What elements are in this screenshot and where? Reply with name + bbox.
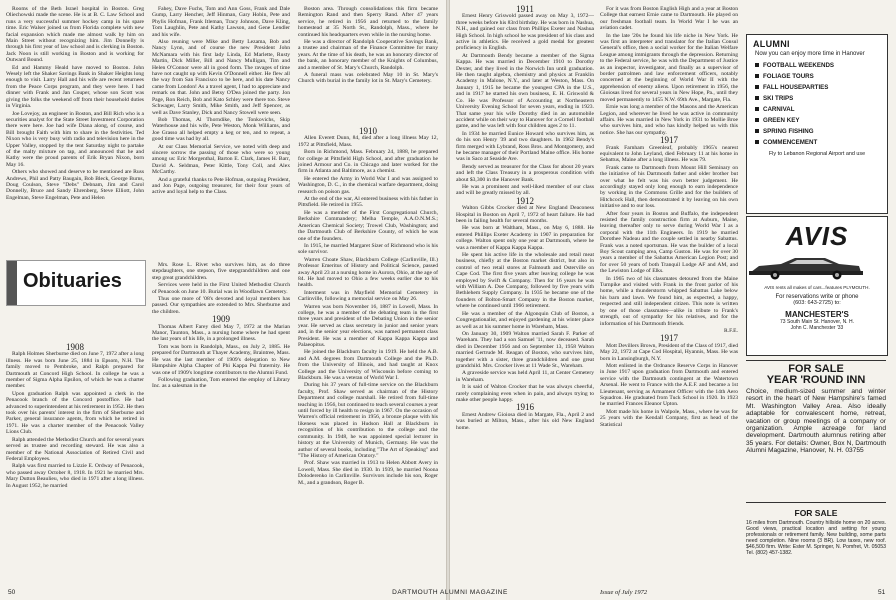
list-item xyxy=(755,104,879,115)
paragraph: At Dartmouth Bendy became a member of the Sigma Kappa. He was married in December 1910 to Dorothy Dexter, and they lived in the Norwich Inn until graduation. He then taught algebra, chemistry and physics at Franklin Academy in Malone, N.Y., and later at Weston, Mass. On January 1, 1915 he became the youngest CPA in the U.S., and in 1917 he started his own business, E. H. Griswold & Co. He was Professor of Accounting at Northeastern University Evening School for seven years, ending in 1923. That same year his wife Dorothy died in an automobile accident while on their way to Hanover for a Cornell football game, and he was left with four children ages 2 to 11. xyxy=(456,52,594,130)
paragraph: During his 37 years of full-time service on the Blackburn faculty, Prof. Shaw served as chairman of the History Department and college marshall. He retired from full-time teaching in 1956, but continued to teach several courses a year until forced by ill health to resign in 1967. On the occasion of Warren's official retirement in 1956, a bronze plaque with his likeness was placed in Hudson Hall at Blackburn in recognition of his contribution to the college and the community. In 1948, he was appointed special lecturer in history at the University of Munich, Germany. He was the author of several books, including "The Art of Speaking" and "The History of American Oratory." xyxy=(298,382,438,459)
paragraph: Walton Gibbs Crocker died at New England Deaconess Hospital in Boston on April 7, 1972 of heart failure. He had been in failing health for several months. xyxy=(456,205,594,224)
avis-phone: (603: 643-2725) to: xyxy=(793,300,841,306)
paragraph: A funeral mass was celebrated May 10 in St. Mary's Church with burial in the family lot in St. Mary's Cemetery. xyxy=(298,72,438,85)
paragraph: And a grateful thanks to Pete Hofman, outgoing President, and Jon Page, outgoing treasurer, for their four years of active and loyal help to the Class. xyxy=(152,176,290,196)
obituaries-banner xyxy=(6,260,146,306)
list-item-label: CARNIVAL xyxy=(763,106,795,113)
avis-tagline: AVIS rents all makes of cars...features PLYMOUTH. xyxy=(764,285,870,290)
banner-bar xyxy=(7,261,17,305)
paragraph: He was a member of the First Congregational Church, Berkshire Commandery; Melha Temple, A.A.O.N.M.S.; American Chemical Society; Trowel Club, Washington; and the Dartmouth Club of Berkshire County, of which he was one of the founders. xyxy=(298,209,438,242)
paragraph: For it was from Boston English High and a year at Boston College that earnest Ernie came to Dartmouth. He played on our freshman football team. In World War I he was an aviation cadet. xyxy=(600,6,738,32)
list-item xyxy=(755,126,879,137)
paragraph: He joined the Blackburn faculty in 1919. He held the A.B. and A.M. degrees from Dartmouth College and the Ph.D. from the University of Illinois, and had taught at Knox College and the University of Wisconsin before coming to Blackburn. He was a veteran of World War I. xyxy=(298,349,438,382)
alumni-travel-ad xyxy=(746,34,888,214)
paragraph: Born in Richmond, Mass. February 24, 1888, he prepared for college at Pittsfield High School, and after graduation he joined Armour and Co. in Chicago and later worked for the firm in Atlanta and Baltimore, as a chemist. xyxy=(298,149,438,175)
inn-for-sale-ad xyxy=(746,364,886,492)
paragraph: In 1934 he married Eunice Howard who survives him, as do his son Henry '39 and two daughters. In 1962 Bendy's firm merged with Lybrand, Ross Bros. and Montgomery, and he became manager of their Portland Maine office. His home was in Saco at Seaside Ave. xyxy=(456,130,594,163)
paragraph: Frank Farnham Greenleaf, probably 1965's nearest equivalent to John Leyland, died February 11 at his home in Sebattus, Maine after a long illness. He was 79. xyxy=(600,144,738,164)
paragraph: Interment was in Mayfield Memorial Cemetery in Carlinville, following a memorial service on May 26. xyxy=(298,289,438,303)
obituary-column-4 xyxy=(456,6,594,586)
paragraph: Frank came to Dartmouth from Mount Hill Seminary on the initiative of his Dartmouth father and older brother but over what he felt was his own better judgement. He accordingly stayed only long enough to earn independence by working in the Commons Grille and for the builders of Hitchcock Hall, then demonstrated it by leaving on his own initiative and to our loss. xyxy=(600,164,738,210)
list-item xyxy=(755,71,879,82)
ad-subtitle: Now you can enjoy more time in Hanover xyxy=(755,51,865,57)
ad-title: ALUMNI xyxy=(753,39,790,49)
signature: R.F.E. xyxy=(723,327,738,334)
home-for-sale-ad xyxy=(746,508,886,580)
avis-contact: John C. Manchester '33 xyxy=(790,325,844,331)
paragraph: Allen Everett Dunn, 84, died after a long illness May 12, 1972 at Pittsfield, Mass. xyxy=(298,135,438,148)
avis-address: 73 South Main St. Hanover, N. H. xyxy=(780,319,854,325)
paragraph: A graveside service was held April 11, at Center Cemetery in Wareham. xyxy=(456,370,594,383)
class-notes-column-1 xyxy=(6,6,144,252)
paragraph: Bob Thomas, Al Thorndike, the Tonkovichs, Skip Waterhouse and his wife, Pete Weston, Monk Williams, and Joe Grasso all helped empty a keg or ten, and to repeat, a good time was had by all. xyxy=(152,116,290,143)
sale-heading: FOR SALE xyxy=(788,363,844,375)
paragraph: Ernest Henry Griswold passed away on May 3, 1972—three weeks before his 83rd birthday. He was born in Nashua, N.H., and gained our class from Phillips Exeter and Nashua High School. In high school he was president of his class and active in athletics. He received a gold medal for greatest proficiency in English. xyxy=(456,13,594,52)
sale-subheading: YEAR 'ROUND INN xyxy=(766,374,866,386)
paragraph: At the end of the war, Al entered business with his father in Pittsfield. He retired in 1955. xyxy=(298,196,438,209)
list-item-label: SPRING FISHING xyxy=(763,128,814,135)
paragraph: Fahey, Dave Fuchs, Tom and Ann Goss, Frank and Dale Gump, Larry Hencher, Jeff Hinman, Gary Hobin, Pete and Phylis Hofman, Frank Itleman, Tracy Johnson, Dave Kling, Tom Laughlin, Pete and Kathy Lawson, and Gene Lendler and his wife. xyxy=(152,6,290,38)
paragraph: In 1965 two of his classmates detoured from the Maine Turnpike and visited with Frank in the front parlor of his home, while a thunderstorm whipped Sabattus Lake below his barn and lawn. We found him, as expected, a happy, respected and still independent citizen. This note is written by one of those classmates—alike in tribute to Frank's strength, out of sympathy for his relatives, and for the information of his Dartmouth friends. xyxy=(600,275,738,327)
avis-reservations: For reservations write or phone xyxy=(775,294,859,300)
year-heading-1916: 1916 xyxy=(516,402,534,413)
obituary-column-3-top xyxy=(298,6,438,126)
bullet-icon xyxy=(755,85,759,89)
bullet-icon xyxy=(755,96,759,100)
paragraph: Upon graduation Ralph was appointed a clerk in the Penacook branch of the Concord postoffice. He had advanced to superintendent at his retirement in 1952. He then took over his parents' interest in the firm of Sherburne and Parker, general insurance agents, from which he retired in 1971. He was a charter member of the Penacook Valley Lions Club. xyxy=(6,390,144,436)
paragraph: Boston area. Through consolidations this firm became Remington Rand and then Sperry Rand. After 47 years service, he retired in 1956 and returned to the family homestead at 35 North St., Randolph, Mass., where he continued his headquarters even while in the nursing home. xyxy=(298,6,438,38)
list-item xyxy=(755,60,879,71)
page-number-left: 50 xyxy=(8,589,16,596)
obituary-column-2 xyxy=(152,262,290,584)
paragraph: Mott made his home in Walpole, Mass., where he was for 25 years with the Kendall Company, first as head of the Statistical xyxy=(600,408,738,428)
year-heading-1917-second: 1917 xyxy=(660,333,678,344)
sale-heading: FOR SALE xyxy=(794,508,838,518)
class-notes-column-2 xyxy=(152,6,290,252)
issue-date-footer: Issue of July 1972 xyxy=(600,589,648,596)
paragraph: He spent his active life in the wholesale and retail meat business, chiefly at the Boston market district, but also in control of two retail stores at Falmouth and Osterville on Cape Cod. The first five years after leaving college he was employed by Swift & Company. Then for 16 years he was with William A. Doe Company, followed by five years with Bethlehem Supply Company. In 1935 he became one of the founders of Bolton-Smart Company in the Boston market, where he continued until 1966 retirement. xyxy=(456,252,594,310)
year-heading-1909: 1909 xyxy=(212,314,230,325)
page-number-right: 51 xyxy=(878,589,886,596)
paragraph: Warren Choate Shaw, Blackburn College (Carlinville, Ill.) Professor Emeritus of History and Political Science, passed away April 23 at a nursing home in Aurora, Ohio, at the age of 84. He had moved to Ohio a few weeks earlier due to his health. xyxy=(298,256,438,289)
paragraph: Ed and Hammy Heald have moved to Boston. John Wesely left the Shaker Savings Bank in Shaker Heights long enough to visit. Larry Hall and his wife are recent returnees from the Peace Corps program, and they were here. I had dinner with Frank and Jan Couper, whose son Scott was giving the folks the weekend off from their household duties in Virginia. xyxy=(6,64,144,110)
list-item-label: SKI TRIPS xyxy=(763,95,794,102)
divider xyxy=(746,360,886,361)
paragraph: On January 30, 1909 Walton married Sarah F. Parker of Wareham. They had a son Samuel '11, now deceased. Sarah died in December 1956 and on September 13, 1958 Walton married Gertrude M. Reagan of Boston, who survives him, together with a sister, three grandchildren and one great grandchild. Mrs. Crocker lives at 11 Wade St., Wareham. xyxy=(456,330,594,369)
list-item xyxy=(755,82,879,93)
bullet-icon xyxy=(755,140,759,144)
bullet-icon xyxy=(755,74,759,78)
obituary-column-1 xyxy=(6,344,144,584)
ad-list xyxy=(747,60,887,148)
right-page xyxy=(392,0,896,600)
paragraph: Joe Lovejoy, an engineer in Boston, and Bill Rich who is a securities analyst for the State Street Investment Corporation there were here. Joe had wife Diana along, of course, and Bill brought Faith with him to share in the festivities. Ted Nixon who is very busy with radio and television here in the Upper Valley, stopped by the tent Saturday night to partake of the malty mixture on tap, and announced that he and Kathy were the proud parents of Erik Bryan Nixon, born May 16. xyxy=(6,110,144,168)
paragraph: Tom was born in Randolph, Mass., on July 2, 1885. He prepared for Dartmouth at Thayer Academy, Braintree, Mass. He was the last member of 1909's delegation to New Hampshire Alpha Chapter of Phi Kappa Psi fraternity. He was one of 1909's longtime contributors to the Alumni Fund. xyxy=(152,343,290,376)
list-item-label: FOLIAGE TOURS xyxy=(763,73,814,80)
paragraph: Rooms of the Beth Israel hospital in Boston. Greg Oliechowski made the scene. He is at B. C. Law School and runs a very successful summer hockey camp in his spare time. Eric Walser joined us from Florida complete with new facial expansion which made me almost walk by him on Main Street without recognizing him. Jim Donnelly is through his first year of law school and is clerking in Boston. Jack Noon is still working in Boston and is working for Outward Bound. xyxy=(6,6,144,64)
obituary-column-5 xyxy=(600,6,738,586)
paragraph: Others who showed and deserve to be mentioned are Russ Andrews, Phil and Patty Baugain, Bob Bleck, George Burns, Doug Coulson, Steve "Debs" Debnam, Jim and Carol Donnelly, Bruce and Sandy Ehrenberg, Steve Elliott, John Engelman, Steve Engelman, Pete and Helen xyxy=(6,169,144,201)
paragraph: Thus one more of '08's devoted and loyal members has passed. Our sympathies are extended to Mrs. Sherburne and the children. xyxy=(152,296,290,315)
year-heading-1910: 1910 xyxy=(359,126,377,136)
paragraph: Ernie was long a member of the Masons and the American Legion, and wherever he lived he was active in community affairs. He was married in New York in 1931 to Mollie Broe who survives him, and who has kindly helped us with this notice. She has our sympathy. xyxy=(600,104,738,136)
list-item-label: COMMENCEMENT xyxy=(763,139,818,146)
list-item-label: FOOTBALL WEEKENDS xyxy=(763,62,835,69)
obituary-column-3 xyxy=(298,128,438,586)
paragraph: He entered the Army in World War I and was assigned to Washington, D. C., in the chemical warfare department, doing research on poison gas. xyxy=(298,175,438,195)
list-item xyxy=(755,115,879,126)
paragraph: Ernest Andrew Gioiosa died in Margate, Fla., April 2 and was buried at Milton, Mass., after his old New England home. xyxy=(456,411,594,431)
paragraph: He was a prominent and well-liked member of our class and will be greatly missed by all. xyxy=(456,183,594,197)
paragraph: Mott enlisted in the Ordnance Reserve Corps in Hanover in June 1917 upon graduation from Dartmouth and entered service with the Dartmouth contingent at the Watertown Arsenal. He went to France with the A.E.F. and became a 1st Lieutenant, serving as Armament Officer with the 14th Aero Squadron. He graduated from Tuck School in 1920. In 1923 he married Frances Eleanor Upton. xyxy=(600,362,738,408)
paragraph: Prof. Shaw was married in 1913 to Helen Abbott Avery in Lowell, Mass. She died in 1930. In 1939, he married Noona Doloderenko in Carlinville. Survivors include his son, Roger M., and a grandson, Roger B. xyxy=(298,460,438,486)
list-item-label: GREEN KEY xyxy=(763,117,800,124)
divider xyxy=(746,502,886,503)
list-item xyxy=(755,93,879,104)
paragraph: Ralph was first married to Lizzie E. Ordway of Penacook, who passed away October 8, 1918. In 1921 he married Mrs. Mary Dutton Beaulieu, who died in 1971 after a long illness. In August 1952, he married xyxy=(6,463,144,489)
magazine-title-footer: DARTMOUTH ALUMNI MAGAZINE xyxy=(392,589,508,596)
paragraph: Following graduation, Tom entered the employ of Library Inc. as a salesman in the xyxy=(152,376,290,390)
paragraph: Mrs. Rose L. Rivet who survives him, as do three stepdaughters, one stepson, five stepgrandchildren and one step great grandchildren. xyxy=(152,262,290,281)
paragraph: Ralph Holmes Sherburne died on June 7, 1972 after a long illness. He was born June 25, 1884 in Epsom, N.H. The family moved to Pembroke, and Ralph prepared for Dartmouth at Concord High School. In college he was a member of Sigma Alpha Epsilon, of which he was a charter member. xyxy=(6,351,144,390)
paragraph: Ralph attended the Methodist Church and for several years served as trustee and recording steward. He was also a member of the National Association of Retired Civil and Federal Employees. xyxy=(6,436,144,462)
year-heading-1911: 1911 xyxy=(516,4,534,14)
avis-logo: AVIS xyxy=(785,221,849,251)
paragraph: Also reuning were Mike and Betty Lezama, Bob and Nancy Lynn, and of course the new President John McNamara with his first lady Linda, Ed Marlette, Rusty Martin, Dick Miller, Bill and Nancy Mulligan, Tim and Helen O'Connor were all in good form. The ravages of time have not caught up with Kevin O'Donnell either. He flew all the way from San Francisco to be here, and his date Nancy came from London! As a travel agent, I had to appreciate and remark on that. John and Betsy O'Dea joined the party. Jon Page, Ron Reich, Bob and Kato Schley were there too. Steve Schwager, Larry Smith, Mike Smith, and Jeff Spencer, as well as Dave Stanley, Dick and Nancy Stowell were seen. xyxy=(152,39,290,116)
paragraph: Warren was born November 16, 1887 in Lowell, Mass. In college, he was a member of the debating team in the first three years and president of the Debating Union in the senior year. He served as class secretary in junior and senior years and, in the senior year elections, was named permanent class President. He was a member of Kappa Kappa Kappa and Palaeopitus. xyxy=(298,303,438,348)
year-heading-1912: 1912 xyxy=(516,195,534,206)
bullet-icon xyxy=(755,118,759,122)
paragraph: Mott Devillers Brown, President of the Class of 1917, died May 22, 1972 at Cape Cod Hospital, Hyannis, Mass. He was born in Lansingburgh, N.Y. xyxy=(600,342,738,362)
paragraph: Bendy served as treasurer for the Class for about 20 years and left the Class Treasury in a prosperous condition with about $3,300 in the Hanover Bank. xyxy=(456,163,594,183)
left-page xyxy=(0,0,446,600)
paragraph: Thomas Albert Farey died May 7, 1972 at the Marian Manor, Taunton, Mass., a nursing home where he had spent the last years of his life, in a prolonged illness. xyxy=(152,323,290,343)
bullet-icon xyxy=(755,107,759,111)
year-heading-1917: 1917 xyxy=(660,135,678,146)
paragraph: In 1915, he married Margaret Sizer of Richmond who is his sole survivor. xyxy=(298,242,438,256)
avis-business-name: MANCHESTER'S xyxy=(785,310,849,319)
paragraph: Services were held in the First United Methodist Church of Penacook on June 10. Burial was in Woodlawn Cemetery. xyxy=(152,282,290,295)
sale-body: Choice, medium-sized summer and winter resort in the heart of New Hampshire's famed Mt. Washington Valley Area. Also ideally adaptable for convalescent home, retreat, vacation or group meetings of a company or organization. Ample acreage for land development. Dartmouth alumnus retiring after 35 years. For details: Owner, Box N, Dartmouth Alumni Magazine, Hanover, N. H. 03755 xyxy=(746,388,886,455)
paragraph: He was born at Waltham, Mass., on May 6, 1888. He entered Phillips Exeter Academy in 1907 in preparation for college. Walton spent only one year at Dartmouth, where he was a member of Kappa Kappa Kappa. xyxy=(456,225,594,251)
paragraph: He was a member of the Algonquin Club of Boston, a Congregationalist, and enjoyed gardening at his winter place as well as at his summer home in Wareham, Mass. xyxy=(456,310,594,330)
car-icon xyxy=(747,254,865,280)
list-item xyxy=(755,137,879,148)
sale-body: 16 miles from Dartmouth. Country hillside home on 20 acres. Good views, practical location and setting for young professionals or retirement family. New building, some parts need completion. Nine rooms (3 BR). Low taxes, new roof. $46,500 firm. Write: Ester M. Springer, N. Pomfret, Vt. 05053 Tel. (802) 457-1382. xyxy=(746,520,886,556)
bullet-icon xyxy=(755,129,759,133)
paragraph: It is said of Walton Crocker that he was always cheerful, rarely complaining even when in pain, and always trying to make other people happy. xyxy=(456,384,594,403)
year-heading-1908: 1908 xyxy=(66,342,84,352)
paragraph: He was a director of Randolph Cooperative Savings Bank, a trustee and chairman of the Finance Committee for many years. At the time of his death, he was an honorary director of the bank, an honorary member of the Knights of Columbus, and a member of St. Mary's Church, Randolph. xyxy=(298,39,438,71)
avis-ad xyxy=(746,216,888,356)
ad-footer: Fly to Lebanon Regional Airport and use xyxy=(768,151,866,157)
paragraph: At our Class Memorial Service, we noted with deep and sincere sorrow the passing of those who were so young among us: Eric Morgenthal, Barton E. Clark, James H. Barr, David A. Seldman, Peter Kittle, Tony Coll, and Alex McCarthy. xyxy=(152,143,290,176)
paragraph: After four years in Boston and Buffalo, the independent resisted the family construction firm at Auburn, Maine, leaving thereafter only to serve during World War I as a corporal with the 11th Engineers. In 1919 he married Dorothee Nadeau and the couple settled in nearby Sabattus. Frank was a noted sportsman. He was the builder of a local Boy Scout camping area, Camp Guston. He was for over 30 years a member of the Sabattus American Legion Post; and for over 50 years of both Tranquil Lodge AF and AM, and the Lewiston Lodge of Elks. xyxy=(600,210,738,275)
list-item-label: FALL HOUSEPARTIES xyxy=(763,84,829,91)
bullet-icon xyxy=(755,63,759,67)
obituaries-title: Obituaries xyxy=(23,270,122,292)
paragraph: In the late '20s he found his life niche in New York. He was first an interpreter and translator for the Italian Consul General's office, then a social worker for the Italian Welfare League among immigrants through the depression. Returning to the Federal service, he was with the Department of Justice as an inspector, investigator, and finally as a supervisor of border patrolmen and law enforcement officers, notably concerned at the beginning of World War II with the apprehension of enemy aliens. Upon retirement in 1956, the Gioiosas lived for several years in New Hope, Pa., until they moved permanently to 1455 N.W. 69th Ave., Margate, Fla. xyxy=(600,32,738,103)
